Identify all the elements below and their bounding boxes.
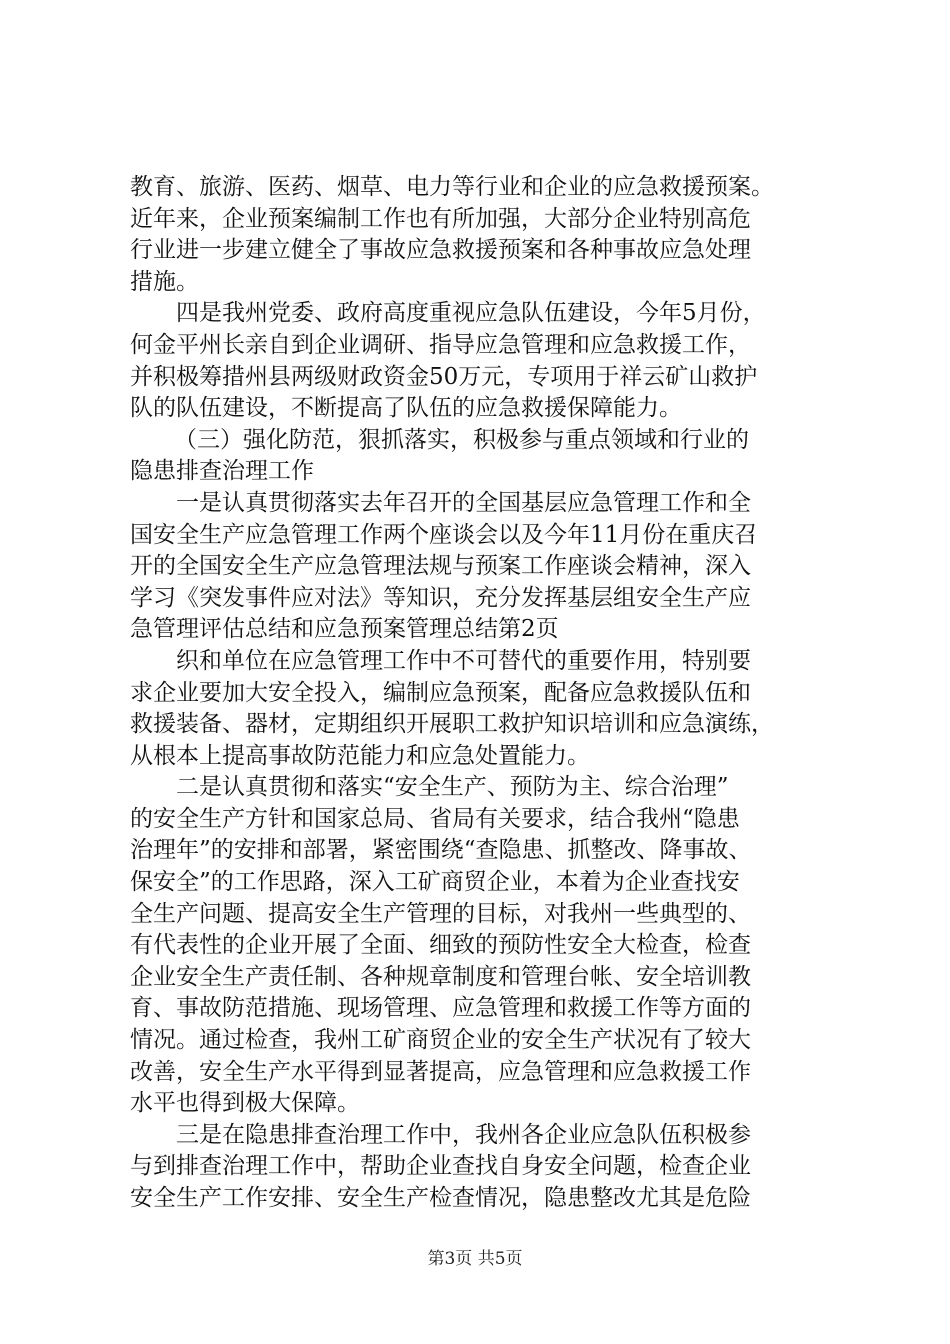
- text-line: 队的队伍建设，不断提高了队伍的应急救援保障能力。: [130, 395, 682, 422]
- text-line: 学习《突发事件应对法》等知识，充分发挥基层组安全生产应: [130, 584, 751, 611]
- text-line: 措施。: [130, 268, 199, 295]
- text-line: 从根本上提高事故防范能力和应急处置能力。: [130, 742, 590, 769]
- text-line: 情况。通过检查，我州工矿商贸企业的安全生产状况有了较大: [130, 1027, 751, 1054]
- text-line: 求企业要加大安全投入，编制应急预案，配备应急救援队伍和: [130, 679, 751, 706]
- text-line: 并积极筹措州县两级财政资金50万元，专项用于祥云矿山救护: [130, 363, 758, 390]
- document-body: [130, 172, 835, 1215]
- text-line: 近年来，企业预案编制工作也有所加强，大部分企业特别高危: [130, 205, 751, 232]
- section-heading-line: （三）强化防范，狠抓落实，积极参与重点领域和行业的: [174, 426, 749, 453]
- text-line: 改善，安全生产水平得到显著提高，应急管理和应急救援工作: [130, 1058, 751, 1085]
- text-line: 行业进一步建立健全了事故应急救援预案和各种事故应急处理: [130, 237, 751, 264]
- paragraph-start-line: 一是认真贯彻落实去年召开的全国基层应急管理工作和全: [176, 489, 751, 516]
- text-line: 救援装备、器材，定期组织开展职工救护知识培训和应急演练，: [130, 711, 774, 738]
- text-line: 保安全”的工作思路，深入工矿商贸企业，本着为企业查找安: [130, 869, 740, 896]
- text-line: 全生产问题、提高安全生产管理的目标，对我州一些典型的、: [130, 900, 751, 927]
- paragraph-start-line: 三是在隐患排查治理工作中，我州各企业应急队伍积极参: [176, 1121, 751, 1148]
- text-line: 有代表性的企业开展了全面、细致的预防性安全大检查，检查: [130, 932, 751, 959]
- section-heading-line: 隐患排查治理工作: [130, 458, 314, 485]
- text-line: 教育、旅游、医药、烟草、电力等行业和企业的应急救援预案。: [130, 174, 774, 200]
- text-line: 水平也得到极大保障。: [130, 1090, 360, 1117]
- text-line: 治理年”的安排和部署，紧密围绕“查隐患、抓整改、降事故、: [130, 837, 752, 864]
- text-line: 的安全生产方针和国家总局、省局有关要求，结合我州“隐患: [130, 805, 740, 832]
- text-line: 开的全国安全生产应急管理法规与预案工作座谈会精神，深入: [130, 553, 751, 580]
- text-line: 国安全生产应急管理工作两个座谈会以及今年11月份在重庆召: [130, 521, 758, 548]
- text-line: 企业安全生产责任制、各种规章制度和管理台帐、安全培训教: [130, 963, 751, 990]
- paragraph-start-line: 四是我州党委、政府高度重视应急队伍建设，今年5月份，: [176, 300, 766, 327]
- paragraph-start-line: 织和单位在应急管理工作中不可替代的重要作用，特别要: [176, 647, 751, 674]
- text-line: 安全生产工作安排、安全生产检查情况，隐患整改尤其是危险: [130, 1185, 751, 1211]
- paragraph-start-line: 二是认真贯彻和落实“安全生产、预防为主、综合治理”: [176, 774, 729, 801]
- text-line: 育、事故防范措施、现场管理、应急管理和救援工作等方面的: [130, 995, 751, 1022]
- text-line: 与到排查治理工作中，帮助企业查找自身安全问题，检查企业: [130, 1153, 751, 1180]
- page-number-footer: 第3页 共5页: [427, 1249, 523, 1269]
- text-line: 急管理评估总结和应急预案管理总结第2页: [130, 616, 559, 643]
- text-line: 何金平州长亲自到企业调研、指导应急管理和应急救援工作，: [130, 331, 751, 358]
